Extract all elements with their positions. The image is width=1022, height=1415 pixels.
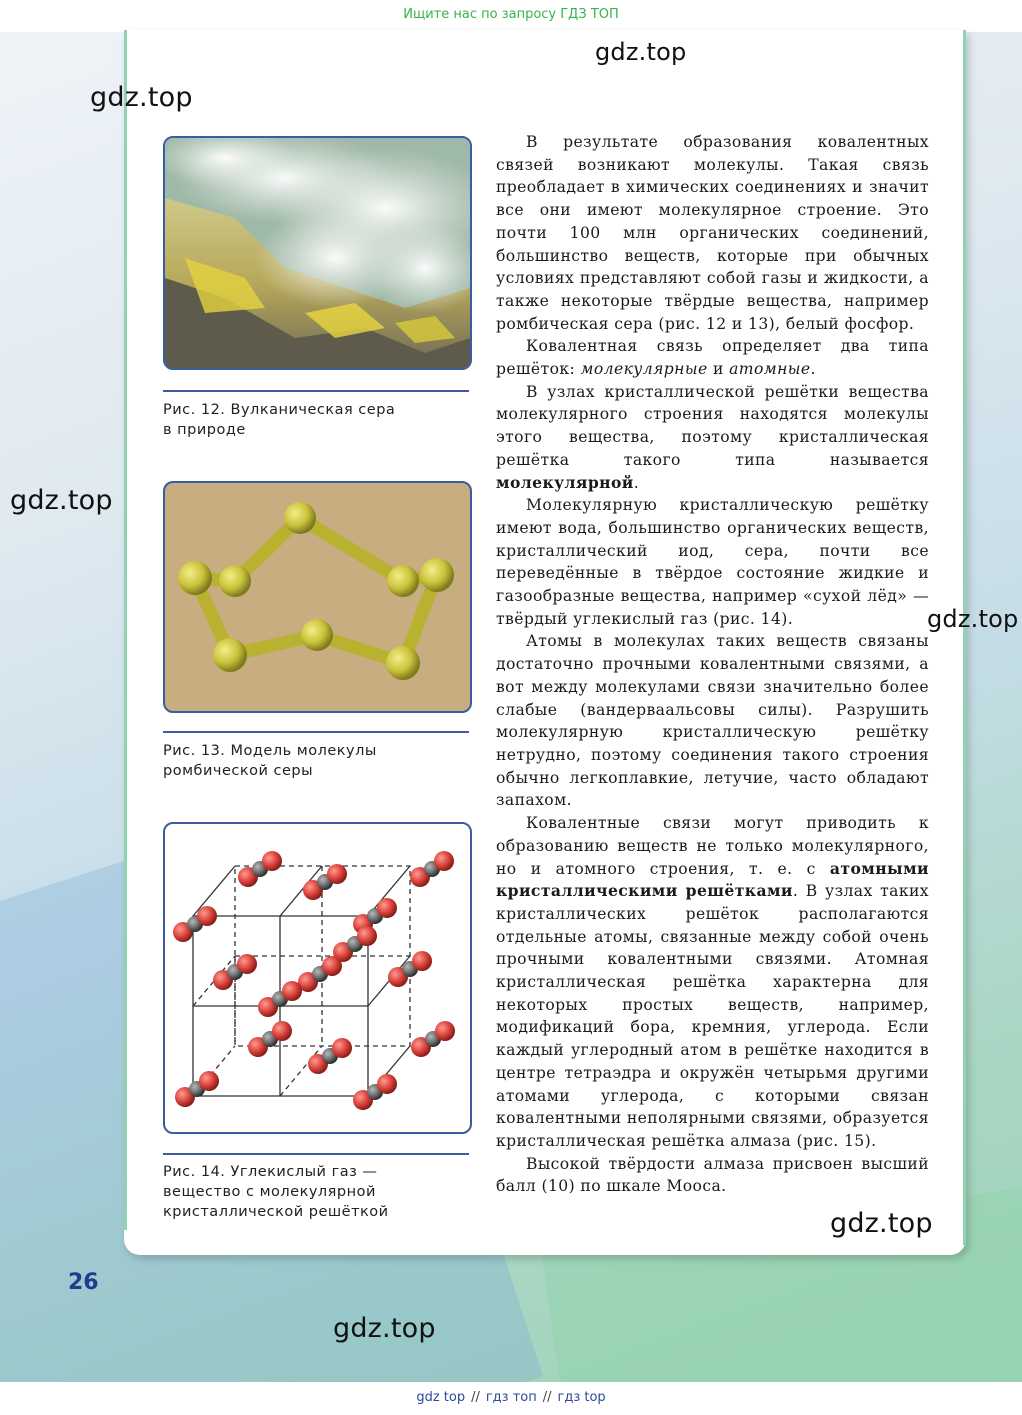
- paragraph-5: Атомы в молекулах таких веществ связаны достаточно прочными ковалентными связями, а вот между молекулами связи значительно более слабые (вандерваальсовы силы). Разрушить молекулярную кристаллическую решётку нетрудно, поэтому соединения такого строения обычно легкоплавкие, летучие, часто обладают запахом.: [496, 632, 929, 810]
- figure-13-image: [163, 481, 472, 713]
- paragraph-3: В узлах кристаллической решётки вещества молекулярного строения находятся молекулы этого вещества, поэтому кристаллическая решётка такого типа называется молекулярной.: [496, 382, 929, 492]
- figure-12-image: [163, 136, 472, 370]
- paragraph-2: Ковалентная связь определяет два типа решёток: молекулярные и атомные.: [496, 337, 929, 379]
- watermark: gdz.top: [927, 605, 1019, 633]
- watermark: gdz.top: [595, 38, 687, 66]
- bottom-link-1[interactable]: gdz top: [416, 1390, 466, 1405]
- paragraph-6: Ковалентные связи могут приводить к образованию веществ не только молекулярного, но и атомного строения, т. е. с атомными кристаллическими решётками. В узлах таких кристаллических решёток располагаются отдельные атомы, связанные между собой очень прочными ковалентными связями. Атомная кристаллическая решётка характерна для некоторых простых веществ, например, модификаций бора, кремния, углерода. Если каждый углеродный атом в решётке находится в центре тетраэдра и окружён четырьмя другими атомами углерода, с которыми связан ковалентными неполярными связями, образуется кристаллическая решётка алмаза (рис. 15).: [496, 814, 929, 1150]
- separator: //: [542, 1390, 552, 1405]
- figure-14-rule: [163, 1153, 469, 1155]
- page-number: 26: [68, 1270, 99, 1295]
- co2-crystal-lattice: [165, 824, 470, 1132]
- bottom-link-2[interactable]: гдз топ: [485, 1390, 537, 1405]
- watermark: gdz.top: [830, 1208, 933, 1239]
- card-right-edge: [963, 30, 966, 1245]
- watermark: gdz.top: [10, 485, 113, 516]
- top-banner[interactable]: Ищите нас по запросу ГДЗ ТОП: [0, 0, 1022, 32]
- figure-13-rule: [163, 731, 469, 733]
- figure-13-caption: Рис. 13. Модель молекулы ромбической серы: [163, 743, 377, 779]
- bottom-banner: [0, 1382, 1022, 1415]
- paragraph-1: В результате образования ковалентных связей возникают молекулы. Такая связь преобладает в химических соединениях и значит все они имеют молекулярное строение. Это почти 100 млн органических соединений, большинство веществ, которые при обычных условиях представляют собой газы и жидкости, а также некоторые твёрдые вещества, например ромбическая сера (рис. 12 и 13), белый фосфор.: [496, 133, 929, 333]
- paragraph-4: Молекулярную кристаллическую решётку имеют вода, большинство органических веществ, кристаллический иод, сера, почти все переведённые в твёрдое состояние жидкие и газообразные вещества, например «сухой лёд» — твёрдый углекислый газ (рис. 14).: [496, 496, 929, 628]
- main-text: [496, 131, 929, 1198]
- card-left-edge: [124, 30, 127, 1230]
- figure-14-caption: Рис. 14. Углекислый газ — вещество с молекулярной кристаллической решёткой: [163, 1164, 389, 1220]
- bottom-link-3[interactable]: гдз top: [557, 1390, 606, 1405]
- sulfur-s8-ring-model: [165, 483, 470, 711]
- watermark: gdz.top: [333, 1313, 436, 1344]
- figure-12-caption: Рис. 12. Вулканическая сера в природе: [163, 402, 396, 438]
- volcanic-sulfur-photo: [165, 138, 470, 368]
- paragraph-7: Высокой твёрдости алмаза присвоен высший балл (10) по шкале Мооса.: [496, 1154, 929, 1196]
- watermark: gdz.top: [90, 82, 193, 113]
- figure-12-rule: [163, 390, 469, 392]
- figure-14-image: [163, 822, 472, 1134]
- separator: //: [471, 1390, 480, 1405]
